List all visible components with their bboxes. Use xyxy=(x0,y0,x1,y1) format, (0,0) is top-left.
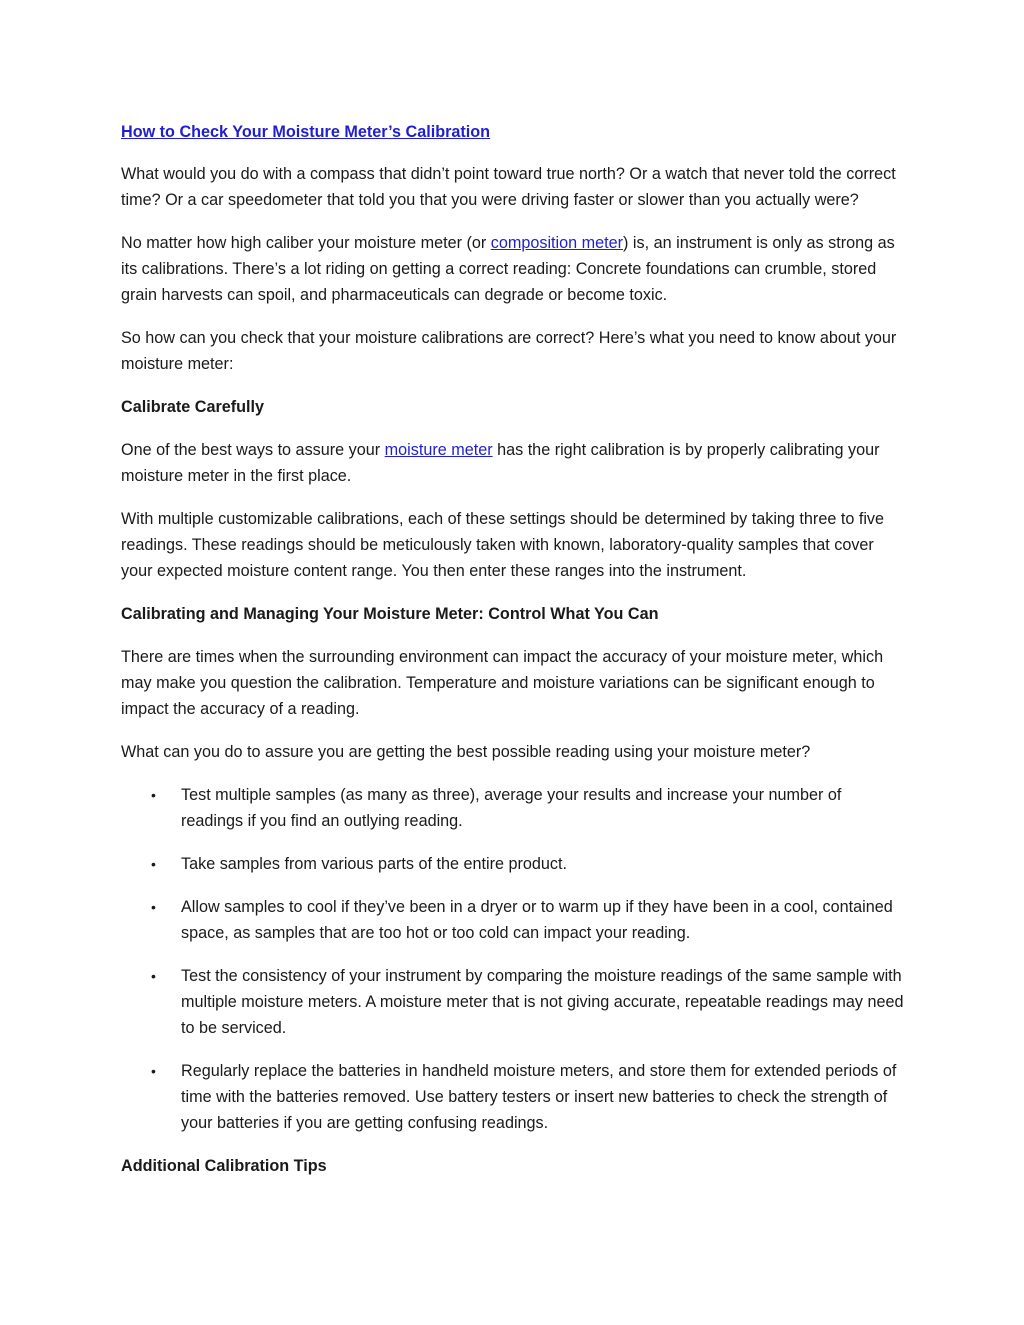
bullet-icon: • xyxy=(151,968,156,984)
bullet-icon: • xyxy=(151,787,156,803)
paragraph-best-ways xyxy=(121,437,907,489)
paragraph-customizable: With multiple customizable calibrations, each of these settings should be determined by taking three to five readings. These readings should be meticulously taken with known, laboratory-quality samples that cover your expected moisture content range. You then enter these ranges into the instrument. xyxy=(121,510,885,580)
moisture-meter-link[interactable]: moisture meter xyxy=(384,441,493,459)
paragraph-text: One of the best ways to assure your xyxy=(121,441,385,459)
paragraph-text: No matter how high caliber your moisture meter (or xyxy=(121,234,491,252)
list-item xyxy=(121,851,907,877)
title-link[interactable]: How to Check Your Moisture Meter’s Calibration xyxy=(121,123,491,141)
list-item-text: Test multiple samples (as many as three), average your results and increase your number of readings if you find an outlying reading. xyxy=(181,786,842,830)
tips-list xyxy=(121,782,907,1136)
bullet-icon: • xyxy=(151,899,156,915)
paragraph-check: So how can you check that your moisture calibrations are correct? Here’s what you need to know about your moisture meter: xyxy=(121,329,897,373)
paragraph-environment: There are times when the surrounding environment can impact the accuracy of your moisture meter, which may make you question the calibration. Temperature and moisture variations can be significant enough to impact the accuracy of a reading. xyxy=(121,648,884,718)
list-item-text: Regularly replace the batteries in handheld moisture meters, and store them for extended periods of time with the batteries removed. Use battery testers or insert new batteries to check the strength of your batteries if you are getting confusing readings. xyxy=(181,1062,897,1132)
paragraph-caliber xyxy=(121,230,907,308)
intro-paragraph: What would you do with a compass that didn’t point toward true north? Or a watch that never told the correct time? Or a car speedometer that told you that you were driving faster or slower than you actually were? xyxy=(121,165,896,209)
bullet-icon: • xyxy=(151,856,156,872)
list-item xyxy=(121,1058,907,1136)
paragraph-text: has the right calibration is by properly calibrating your moisture meter in the first place. xyxy=(121,441,880,485)
bullet-icon: • xyxy=(151,1063,156,1079)
heading-additional-tips: Additional Calibration Tips xyxy=(121,1157,327,1175)
heading-calibrate-carefully: Calibrate Carefully xyxy=(121,398,265,416)
paragraph-question: What can you do to assure you are getting the best possible reading using your moisture meter? xyxy=(121,743,811,761)
list-item-text: Test the consistency of your instrument by comparing the moisture readings of the same sample with multiple moisture meters. A moisture meter that is not giving accurate, repeatable readings may need to be serviced. xyxy=(181,967,904,1037)
composition-meter-link[interactable]: composition meter xyxy=(490,234,624,252)
list-item-text: Take samples from various parts of the entire product. xyxy=(181,855,567,873)
paragraph-text: ) is, an instrument is only as strong as its calibrations. There’s a lot riding on getting a correct reading: Concrete foundations can crumble, stored grain harvests can spoil, and pharmaceuticals can degrade or become toxic. xyxy=(121,234,895,304)
list-item xyxy=(121,963,907,1041)
document-page xyxy=(121,119,907,1196)
heading-control-what-you-can: Calibrating and Managing Your Moisture Meter: Control What You Can xyxy=(121,605,659,623)
list-item xyxy=(121,782,907,834)
list-item xyxy=(121,894,907,946)
list-item-text: Allow samples to cool if they’ve been in a dryer or to warm up if they have been in a cool, contained space, as samples that are too hot or too cold can impact your reading. xyxy=(181,898,893,942)
